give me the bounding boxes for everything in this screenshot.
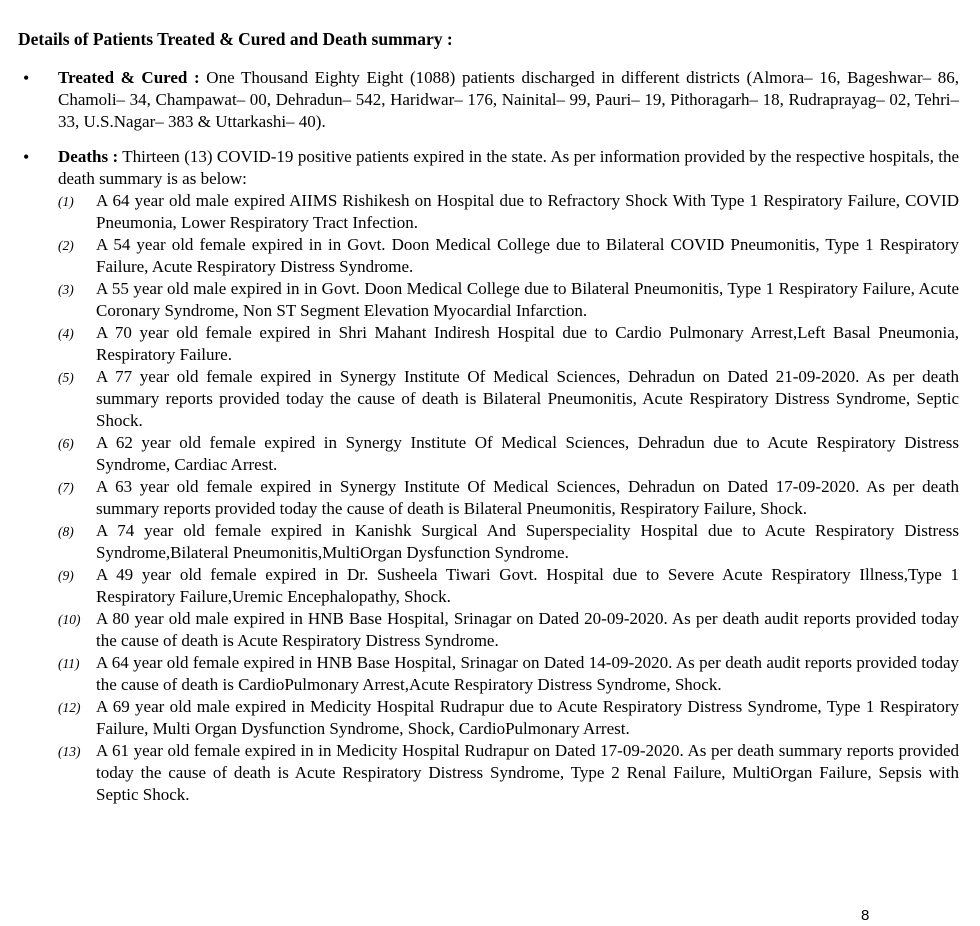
death-item-text: A 61 year old female expired in in Medicity Hospital Rudrapur on Dated 17-09-2020. As per death summary reports provided today the cause of death is Acute Respiratory Distress Syndrome, Type 2 Renal Failure, MultiOrgan Failure, Sepsis with Septic Shock.: [96, 741, 959, 804]
death-item-7: [58, 476, 959, 520]
death-summary-list: [58, 190, 959, 806]
death-item-text: A 63 year old female expired in Synergy Institute Of Medical Sciences, Dehradun on Dated 17-09-2020. As per death summary reports provided today the cause of death is Bilateral Pneumonitis, Respiratory Failure, Shock.: [96, 477, 959, 518]
death-item-number: (11): [58, 656, 80, 671]
death-item-number: (2): [58, 238, 74, 253]
death-item-text: A 77 year old female expired in Synergy Institute Of Medical Sciences, Dehradun on Dated 21-09-2020. As per death summary reports provided today the cause of death is Bilateral Pneumonitis, Acute Respiratory Distress Syndrome, Septic Shock.: [96, 367, 959, 430]
death-item-number: (10): [58, 612, 81, 627]
death-item-number: (9): [58, 568, 74, 583]
bullet-text-deaths: Thirteen (13) COVID-19 positive patients expired in the state. As per information provided by the respective hospitals, the death summary is as below:: [58, 147, 960, 188]
death-item-9: [58, 564, 959, 608]
death-item-3: [58, 278, 959, 322]
bullet-treated-cured: [58, 67, 959, 133]
death-item-11: [58, 652, 959, 696]
death-item-number: (12): [58, 700, 81, 715]
death-item-text: A 69 year old male expired in Medicity Hospital Rudrapur due to Acute Respiratory Distress Syndrome, Type 1 Respiratory Failure, Multi Organ Dysfunction Syndrome, Shock, CardioPulmonary Arrest.: [96, 697, 959, 738]
death-item-13: [58, 740, 959, 806]
death-item-text: A 70 year old female expired in Shri Mahant Indiresh Hospital due to Cardio Pulmonary Arrest,Left Basal Pneumonia, Respiratory Failure.: [96, 323, 959, 364]
death-item-number: (1): [58, 194, 74, 209]
death-item-text: A 64 year old male expired AIIMS Rishikesh on Hospital due to Refractory Shock With Type 1 Respiratory Failure, COVID Pneumonia, Lower Respiratory Tract Infection.: [96, 191, 959, 232]
bullet-marker-deaths: •: [23, 147, 30, 167]
death-item-8: [58, 520, 959, 564]
death-item-12: [58, 696, 959, 740]
death-item-2: [58, 234, 959, 278]
page-number: 8: [861, 907, 870, 924]
bullet-lead-treated: Treated & Cured :: [58, 68, 200, 87]
death-item-number: (4): [58, 326, 74, 341]
death-item-number: (7): [58, 480, 74, 495]
death-item-number: (3): [58, 282, 74, 297]
death-item-5: [58, 366, 959, 432]
death-item-4: [58, 322, 959, 366]
death-item-text: A 64 year old female expired in HNB Base Hospital, Srinagar on Dated 14-09-2020. As per death audit reports provided today the cause of death is CardioPulmonary Arrest,Acute Respiratory Distress Syndrome, Shock.: [96, 653, 959, 694]
death-item-10: [58, 608, 959, 652]
death-item-number: (8): [58, 524, 74, 539]
death-item-number: (13): [58, 744, 81, 759]
bullet-text-treated: One Thousand Eighty Eight (1088) patients discharged in different districts (Almora– 16, Bageshwar– 86, Chamoli– 34, Champawat– 00, Dehradun– 542, Haridwar– 176, Nainital– 99, Pauri– 19, Pithoragarh– 18, Rudraprayag– 02, Tehri– 33, U.S.Nagar– 383 & Uttarkashi– 40).: [58, 68, 959, 131]
bullet-lead-deaths: Deaths :: [58, 147, 119, 166]
death-item-6: [58, 432, 959, 476]
death-item-1: [58, 190, 959, 234]
death-item-number: (5): [58, 370, 74, 385]
death-item-text: A 74 year old female expired in Kanishk Surgical And Superspeciality Hospital due to Acute Respiratory Distress Syndrome,Bilateral Pneumonitis,MultiOrgan Dysfunction Syndrome.: [96, 521, 959, 562]
bullet-deaths: [58, 146, 959, 190]
death-item-text: A 54 year old female expired in in Govt. Doon Medical College due to Bilateral COVID Pneumonitis, Type 1 Respiratory Failure, Acute Respiratory Distress Syndrome.: [96, 235, 959, 276]
death-item-text: A 80 year old male expired in HNB Base Hospital, Srinagar on Dated 20-09-2020. As per death audit reports provided today the cause of death is Acute Respiratory Distress Syndrome.: [96, 609, 959, 650]
death-item-number: (6): [58, 436, 74, 451]
death-item-text: A 49 year old female expired in Dr. Susheela Tiwari Govt. Hospital due to Severe Acute Respiratory Illness,Type 1 Respiratory Failure,Uremic Encephalopathy, Shock.: [96, 565, 959, 606]
death-item-text: A 55 year old male expired in in Govt. Doon Medical College due to Bilateral Pneumonitis, Type 1 Respiratory Failure, Acute Coronary Syndrome, Non ST Segment Elevation Myocardial Infarction.: [96, 279, 959, 320]
death-item-text: A 62 year old female expired in Synergy Institute Of Medical Sciences, Dehradun due to Acute Respiratory Distress Syndrome, Cardiac Arrest.: [96, 433, 959, 474]
bullet-marker-treated: •: [23, 68, 30, 88]
section-heading: Details of Patients Treated & Cured and Death summary :: [18, 29, 453, 49]
